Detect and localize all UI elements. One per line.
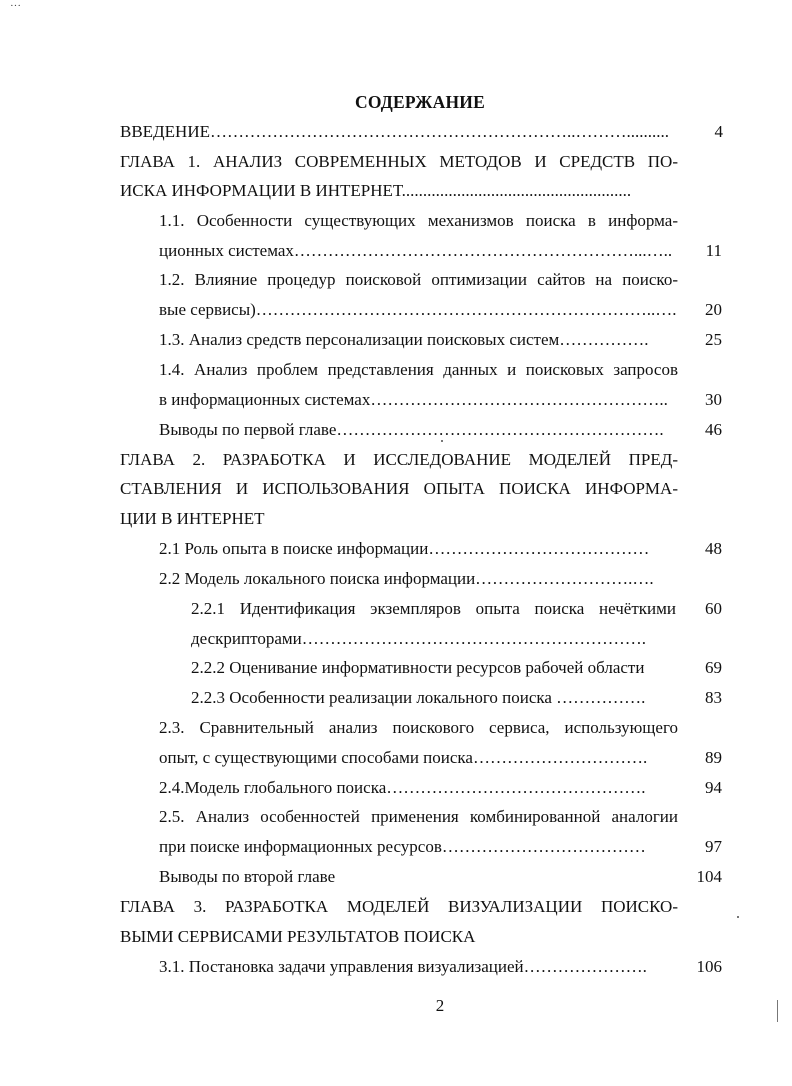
toc-entry-1-3: 1.3. Анализ средств персонализации поисковых систем……………. <box>159 330 649 349</box>
toc-entry-2-2: 2.2 Модель локального поиска информации……………………….…. <box>159 569 654 588</box>
toc-page-conclusions-2: 104 <box>696 867 722 886</box>
toc-entry-1-4-line-2: в информационных системах…………………………………………….. <box>159 390 668 409</box>
toc-page-2-3: 89 <box>705 748 722 767</box>
toc-page-1-1: 11 <box>705 241 722 260</box>
toc-chapter-2-line-3: ЦИИ В ИНТЕРНЕТ <box>120 509 265 528</box>
toc-chapter-1-line-2: ИСКА ИНФОРМАЦИИ В ИНТЕРНЕТ...................................................... <box>120 181 632 200</box>
toc-entry-2-4: 2.4.Модель глобального поиска………………………………………. <box>159 778 646 797</box>
toc-entry-1-4-line-1: 1.4. Анализ проблем представления данных и поисковых запросов <box>159 360 678 379</box>
toc-chapter-2-line-2: СТАВЛЕНИЯ И ИСПОЛЬЗОВАНИЯ ОПЫТА ПОИСКА ИНФОРМА- <box>120 479 678 498</box>
toc-entry-2-2-1-line-1: 2.2.1 Идентификация экземпляров опыта поиска нечёткими <box>191 599 676 618</box>
toc-entry-1-1-line-1: 1.1. Особенности существующих механизмов поиска в информа- <box>159 211 678 230</box>
toc-chapter-1-line-1: ГЛАВА 1. АНАЛИЗ СОВРЕМЕННЫХ МЕТОДОВ И СРЕДСТВ ПО- <box>120 152 678 171</box>
toc-entry-introduction: ВВЕДЕНИЕ………………………………………………………..……….......... <box>120 122 669 141</box>
toc-entry-2-2-2: 2.2.2 Оценивание информативности ресурсов рабочей области <box>191 658 645 677</box>
toc-entry-1-2-line-1: 1.2. Влияние процедур поисковой оптимизации сайтов на поиско- <box>159 270 678 289</box>
toc-page-3-1: 106 <box>696 957 722 976</box>
toc-page-2-5: 97 <box>705 837 722 856</box>
toc-page-2-4: 94 <box>705 778 722 797</box>
scan-speck <box>441 440 443 442</box>
scan-corner-mark: ··· <box>10 0 21 12</box>
toc-chapter-3-line-1: ГЛАВА 3. РАЗРАБОТКА МОДЕЛЕЙ ВИЗУАЛИЗАЦИИ ПОИСКО- <box>120 897 678 916</box>
toc-entry-3-1: 3.1. Постановка задачи управления визуализацией…………………. <box>159 957 647 976</box>
toc-entry-2-2-1-line-2: дескрипторами……………………………………………………. <box>191 629 646 648</box>
toc-page-2-2-2: 69 <box>705 658 722 677</box>
toc-entry-2-1: 2.1 Роль опыта в поиске информации………………………………… <box>159 539 650 558</box>
toc-title: СОДЕРЖАНИЕ <box>354 92 485 112</box>
toc-entry-2-5-line-1: 2.5. Анализ особенностей применения комбинированной аналогии <box>159 807 678 826</box>
toc-chapter-3-line-2: ВЫМИ СЕРВИСАМИ РЕЗУЛЬТАТОВ ПОИСКА <box>120 927 476 946</box>
toc-page-introduction: 4 <box>714 122 723 141</box>
toc-entry-conclusions-2: Выводы по второй главе <box>159 867 336 886</box>
toc-page-1-2: 20 <box>705 300 722 319</box>
toc-entry-1-2-line-2: вые сервисы)……………………………………………………………..…. <box>159 300 677 319</box>
toc-page-1-3: 25 <box>705 330 722 349</box>
toc-page-1-4: 30 <box>705 390 722 409</box>
toc-page-2-1: 48 <box>705 539 722 558</box>
scan-speck <box>737 916 739 918</box>
toc-page-2-2-1: 60 <box>705 599 722 618</box>
page-number: 2 <box>435 996 445 1015</box>
toc-page-conclusions-1: 46 <box>705 420 722 439</box>
toc-entry-conclusions-1: Выводы по первой главе…………………………………………………. <box>159 420 664 439</box>
toc-page-2-2-3: 83 <box>705 688 722 707</box>
toc-entry-2-2-3: 2.2.3 Особенности реализации локального поиска ……………. <box>191 688 646 707</box>
toc-entry-2-5-line-2: при поиске информационных ресурсов……………………………… <box>159 837 646 856</box>
toc-entry-2-3-line-1: 2.3. Сравнительный анализ поискового сервиса, использующего <box>159 718 678 737</box>
toc-entry-2-3-line-2: опыт, с существующими способами поиска…………………………. <box>159 748 648 767</box>
toc-chapter-2-line-1: ГЛАВА 2. РАЗРАБОТКА И ИССЛЕДОВАНИЕ МОДЕЛЕЙ ПРЕД- <box>120 450 678 469</box>
toc-entry-1-1-line-2: ционных системах……………………………………………………...….. <box>159 241 673 260</box>
scan-edge-line <box>777 1000 778 1022</box>
